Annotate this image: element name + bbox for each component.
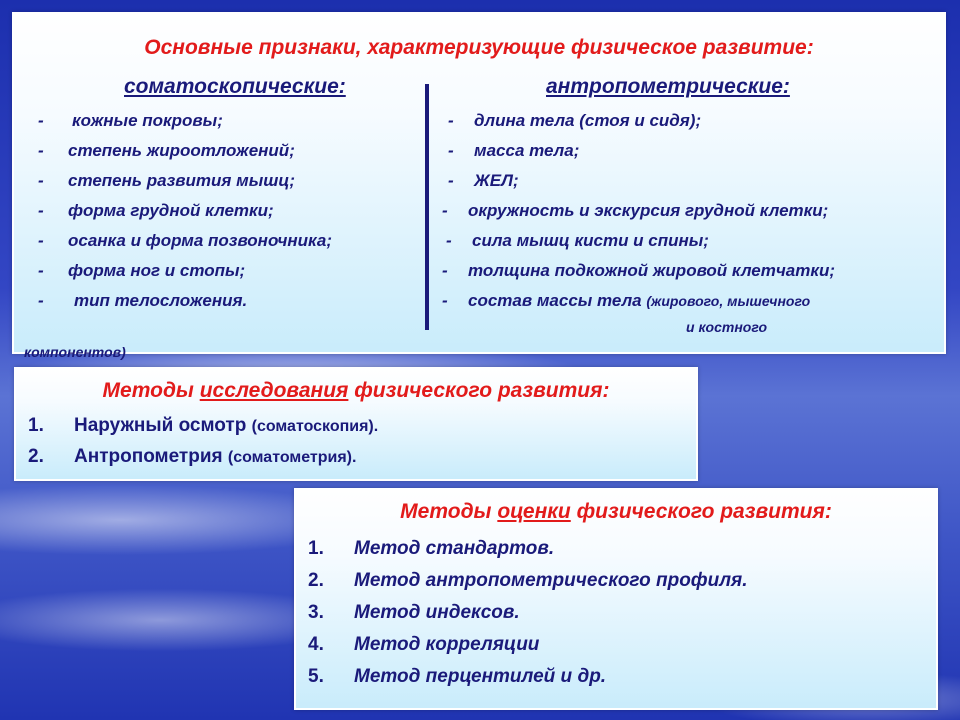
composition-note-end: компонентов) xyxy=(24,344,126,360)
features-title: Основные признаки, характеризующие физическое развитие: xyxy=(144,36,814,59)
list-item: 1. Наружный осмотр (соматоскопия). xyxy=(28,415,379,436)
evaluation-methods-panel xyxy=(294,488,938,710)
evaluation-title: Методы оценки физического развития: xyxy=(400,500,832,523)
research-methods-list xyxy=(28,415,378,477)
list-item: - степень развития мышц; xyxy=(38,171,295,190)
anthropometric-heading: антропометрические: xyxy=(546,75,790,98)
list-item: 3. Метод индексов. xyxy=(308,602,520,623)
list-item: - толщина подкожной жировой клетчатки; xyxy=(442,261,836,280)
list-item: 5. Метод перцентилей и др. xyxy=(308,666,607,687)
list-item: - степень жироотложений; xyxy=(38,141,295,160)
list-item: - кожные покровы; xyxy=(38,111,223,130)
composition-note-continued: и костного xyxy=(686,319,768,335)
list-item: - ЖЕЛ; xyxy=(448,171,519,190)
list-item: - состав массы тела (жирового, мышечного xyxy=(442,291,811,310)
list-item: - форма ног и стопы; xyxy=(38,261,246,280)
features-panel xyxy=(12,12,946,360)
list-item: 2. Метод антропометрического профиля. xyxy=(308,570,748,591)
list-item: - тип телосложения. xyxy=(38,291,248,310)
list-item: - осанка и форма позвоночника; xyxy=(38,231,332,250)
somatoscopic-heading: соматоскопические: xyxy=(124,75,346,98)
list-item: - форма грудной клетки; xyxy=(38,201,274,220)
list-item: 2. Антропометрия (соматометрия). xyxy=(28,446,357,467)
evaluation-methods-list xyxy=(308,538,748,698)
list-item: - масса тела; xyxy=(448,141,580,160)
column-divider xyxy=(425,84,429,330)
list-item: - длина тела (стоя и сидя); xyxy=(448,111,702,130)
composition-note: (жирового, мышечного xyxy=(646,293,811,309)
list-item: - сила мышц кисти и спины; xyxy=(446,231,709,250)
list-item: - окружность и экскурсия грудной клетки; xyxy=(442,201,829,220)
list-item: 4. Метод корреляции xyxy=(308,634,540,655)
research-title: Методы исследования физического развития: xyxy=(102,379,610,402)
list-item: 1. Метод стандартов. xyxy=(308,538,555,559)
research-methods-panel xyxy=(14,367,698,481)
